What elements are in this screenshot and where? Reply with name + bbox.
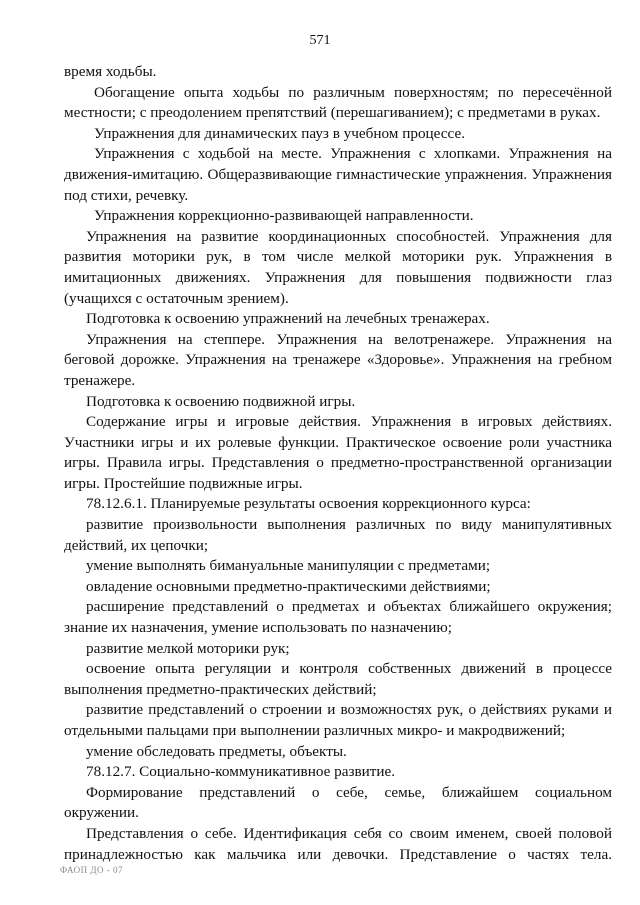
paragraph: время ходьбы.	[64, 63, 157, 80]
paragraph: Формирование представлений о себе, семье, ближайшем социальном окружении.	[64, 783, 612, 822]
list-item: развитие мелкой моторики рук;	[86, 639, 290, 657]
page-number: 571	[309, 33, 331, 48]
list-item: умение обследовать предметы, объекты.	[86, 742, 347, 760]
paragraph: Содержание игры и игровые действия. Упражнения в игровых действиях. Участники игры и их ролевые функции. Практическое освоение роли участника игры. Правила игры. Представления о предметно-пространственной организации игры. Простейшие подвижные игры.	[64, 413, 612, 492]
document-body	[64, 62, 612, 865]
paragraph: Упражнения для динамических пауз в учебном процессе.	[94, 124, 465, 142]
paragraph: Представления о себе. Идентификация себя со своим именем, своей половой принадлежностью как мальчика или девочки. Представление о частях тела.	[64, 824, 612, 863]
list-item: расширение представлений о предметах и объектах ближайшего окружения; знание их назначения, умение использовать по назначению;	[64, 598, 612, 637]
paragraph: 78.12.6.1. Планируемые результаты освоения коррекционного курса:	[86, 495, 531, 513]
section-heading: 78.12.7. Социально-коммуникативное развитие.	[86, 763, 396, 781]
paragraph: Упражнения коррекционно-развивающей направленности.	[94, 207, 474, 225]
paragraph: Упражнения на развитие координационных способностей. Упражнения для развития моторики рук, в том числе мелкой моторики рук. Упражнения в имитационных движениях. Упражнения для повышения подвижности глаз (учащихся с остаточным зрением).	[64, 227, 612, 307]
paragraph: Подготовка к освоению подвижной игры.	[86, 392, 356, 410]
paragraph: Подготовка к освоению упражнений на лечебных тренажерах.	[86, 310, 490, 328]
list-item: овладение основными предметно-практическими действиями;	[86, 577, 491, 595]
list-item: освоение опыта регуляции и контроля собственных движений в процессе выполнения предметно-практических действий;	[64, 660, 612, 698]
list-item: умение выполнять бимануальные манипуляции с предметами;	[86, 557, 491, 575]
list-item: развитие произвольности выполнения различных по виду манипулятивных действий, их цепочки;	[64, 516, 612, 554]
paragraph: Упражнения на степпере. Упражнения на велотренажере. Упражнения на беговой дорожке. Упражнения на тренажере «Здоровье». Упражнения на гребном тренажере.	[64, 330, 612, 389]
paragraph: Обогащение опыта ходьбы по различным поверхностям; по пересечённой местности; с преодолением препятствий (перешагиванием); с предметами в руках.	[64, 83, 612, 122]
paragraph: Упражнения с ходьбой на месте. Упражнения с хлопками. Упражнения на движения-имитацию. Общеразвивающие гимнастические упражнения. Упражнения под стихи, речевку.	[64, 145, 612, 204]
list-item: развитие представлений о строении и возможностях рук, о действиях руками и отдельными пальцами при выполнении различных микро- и макродвижений;	[64, 701, 612, 739]
footer-stamp: ФАОП ДО - 07	[60, 865, 123, 875]
